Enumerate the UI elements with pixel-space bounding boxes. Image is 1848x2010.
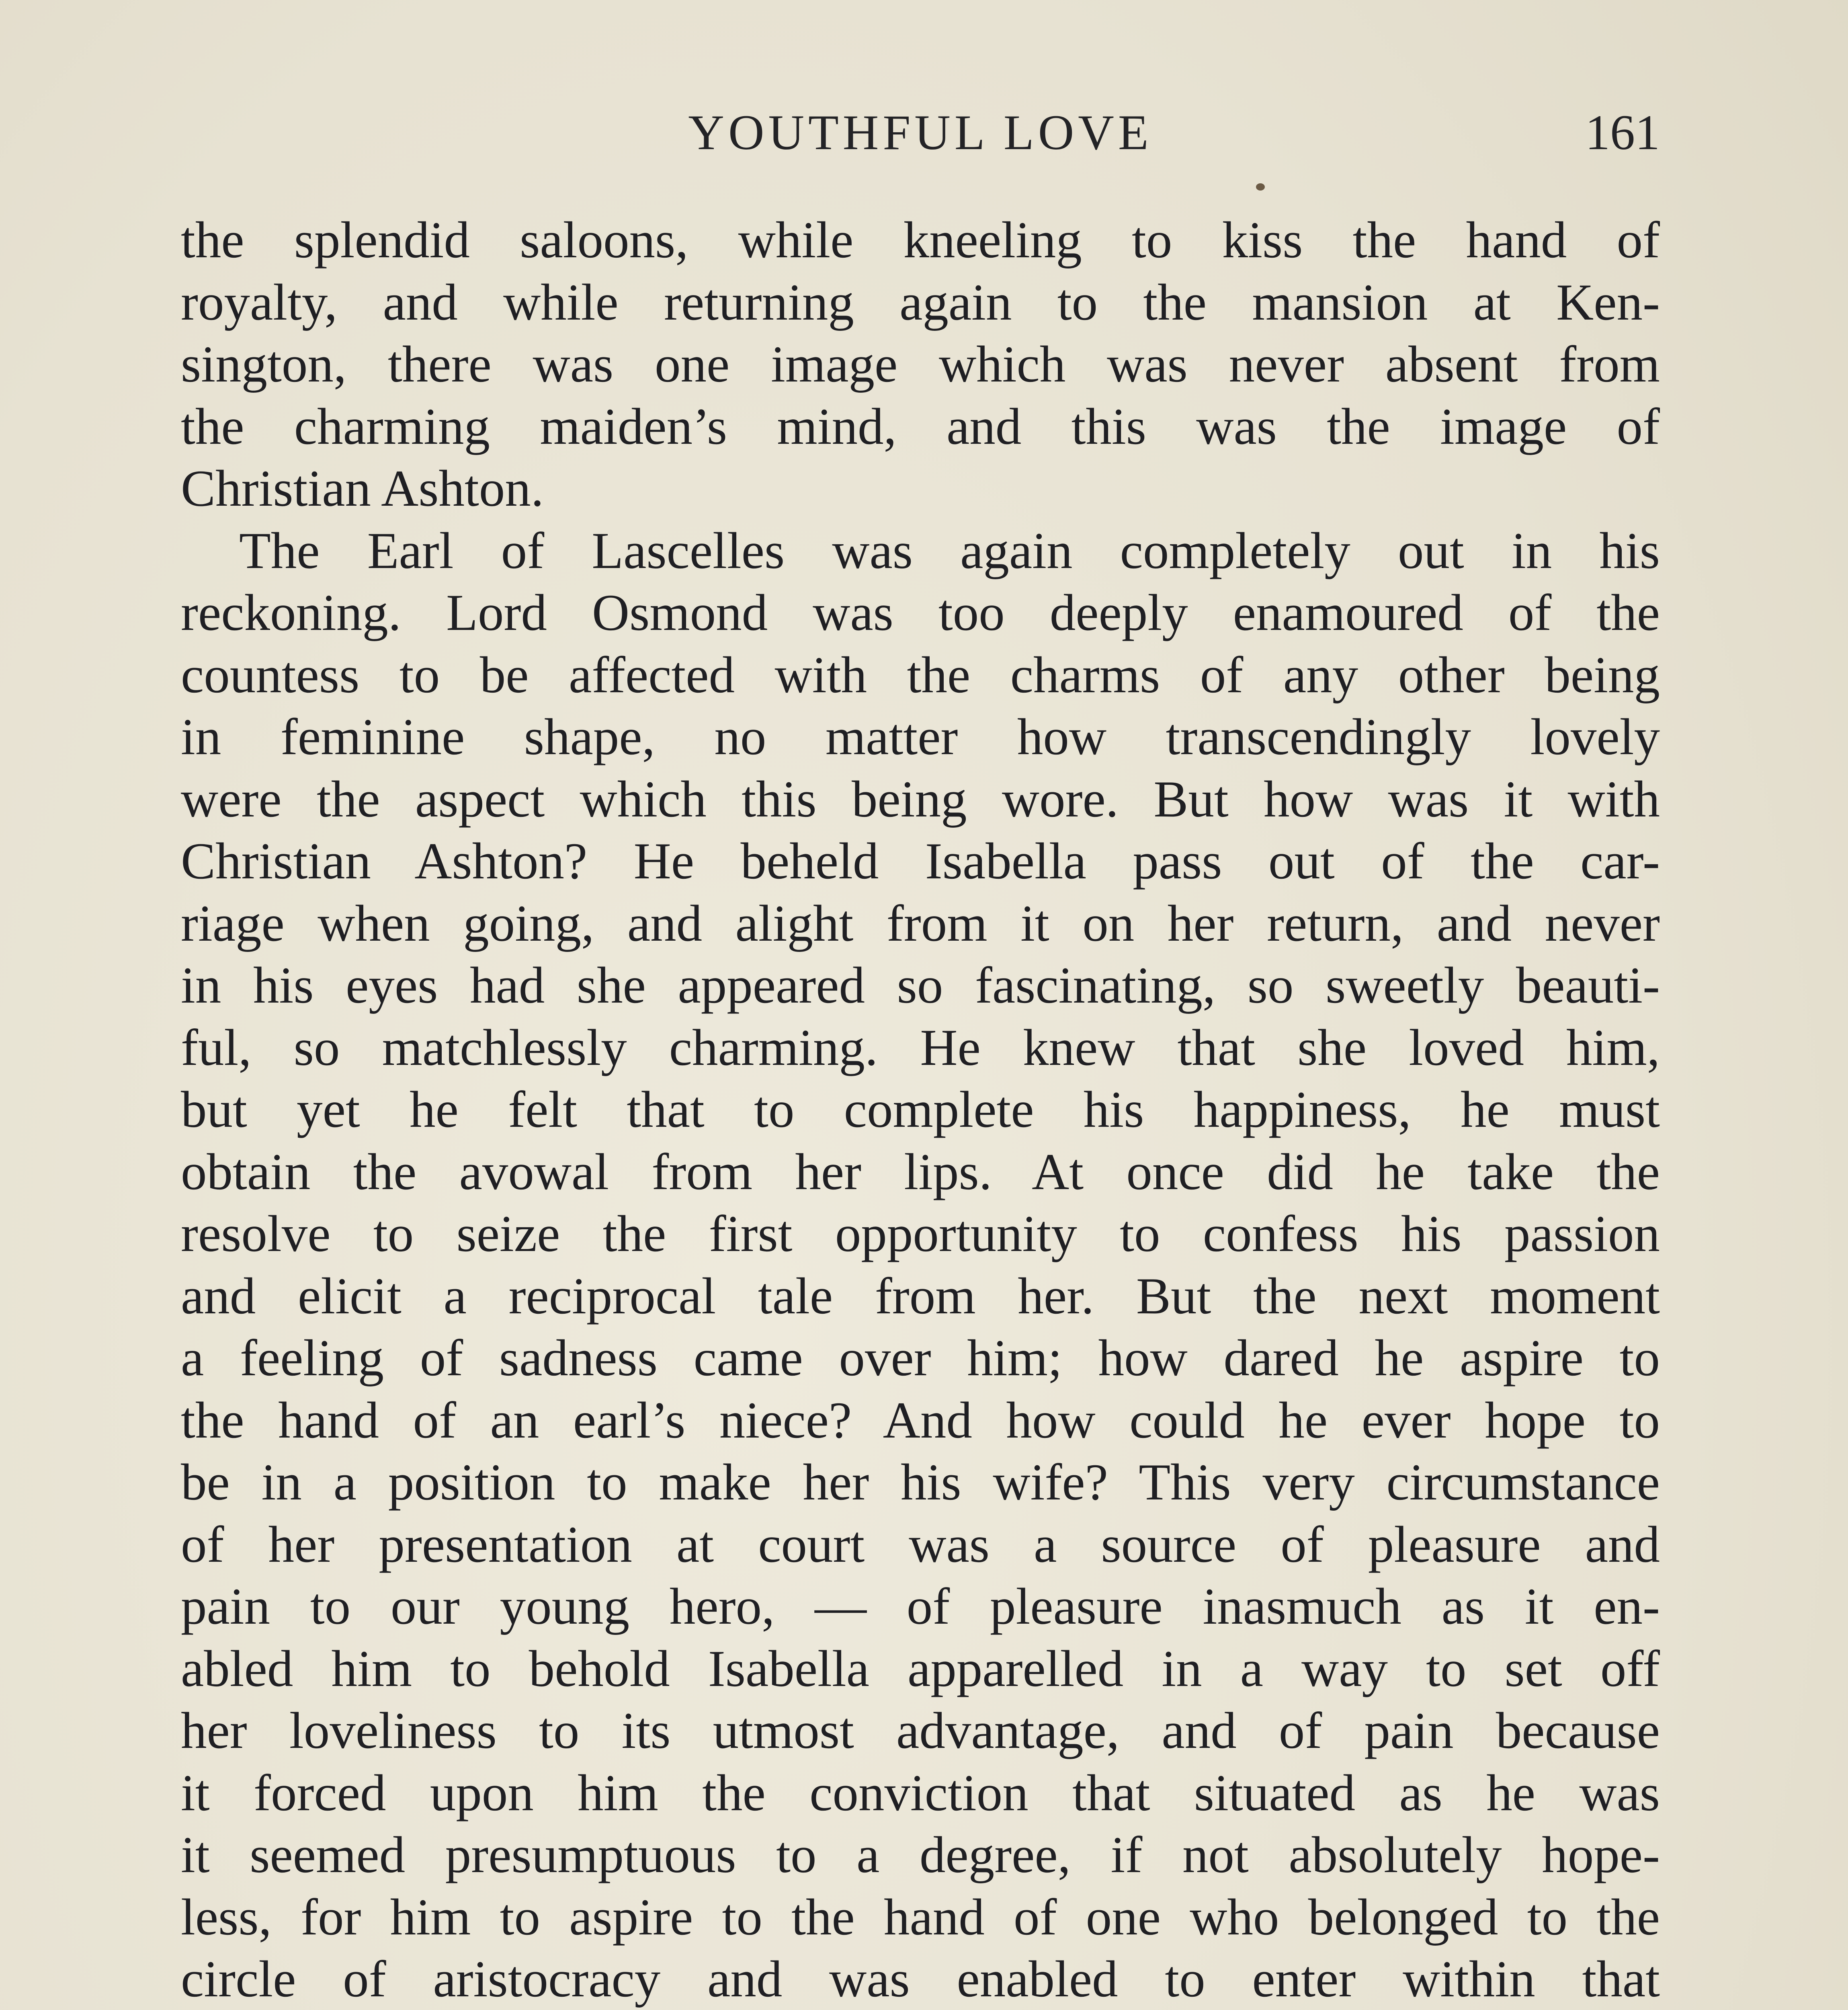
text-line: riage when going, and alight from it on her return, and never bbox=[181, 894, 1660, 952]
text-line: Christian Ashton? He beheld Isabella pass out of the car- bbox=[181, 832, 1660, 890]
text-line: royalty, and while returning again to the mansion at Ken- bbox=[181, 273, 1660, 331]
text-line: ful, so matchlessly charming. He knew that she loved him, bbox=[181, 1018, 1660, 1076]
text-line: circle of aristocracy and was enabled to enter within that bbox=[181, 1950, 1660, 2008]
body-text bbox=[181, 209, 1660, 2010]
text-line: obtain the avowal from her lips. At once did he take the bbox=[181, 1142, 1660, 1200]
text-line: it forced upon him the conviction that situated as he was bbox=[181, 1764, 1660, 1821]
text-line: in his eyes had she appeared so fascinating, so sweetly beauti- bbox=[181, 956, 1660, 1014]
ink-speck bbox=[1256, 183, 1265, 191]
running-title: YOUTHFUL LOVE bbox=[688, 105, 1153, 160]
text-line: reckoning. Lord Osmond was too deeply enamoured of the bbox=[181, 584, 1660, 641]
text-line: the charming maiden’s mind, and this was the image of bbox=[181, 397, 1660, 455]
text-line: a feeling of sadness came over him; how dared he aspire to bbox=[181, 1329, 1660, 1386]
text-line: of her presentation at court was a source of pleasure and bbox=[181, 1515, 1660, 1573]
text-line: the splendid saloons, while kneeling to kiss the hand of bbox=[181, 211, 1660, 269]
text-line: be in a position to make her his wife? This very circumstance bbox=[181, 1453, 1660, 1511]
text-line: in feminine shape, no matter how transcendingly lovely bbox=[181, 708, 1660, 765]
text-line: abled him to behold Isabella apparelled in a way to set off bbox=[181, 1639, 1660, 1697]
text-line: countess to be affected with the charms of any other being bbox=[181, 646, 1660, 704]
text-line: it seemed presumptuous to a degree, if not absolutely hope- bbox=[181, 1826, 1660, 1883]
text-line: and elicit a reciprocal tale from her. But the next moment bbox=[181, 1267, 1660, 1325]
text-line: but yet he felt that to complete his happiness, he must bbox=[181, 1081, 1660, 1138]
text-line: the hand of an earl’s niece? And how could he ever hope to bbox=[181, 1391, 1660, 1449]
text-line: pain to our young hero, — of pleasure inasmuch as it en- bbox=[181, 1577, 1660, 1635]
text-line: resolve to seize the first opportunity to confess his passion bbox=[181, 1205, 1660, 1262]
page-number: 161 bbox=[1585, 105, 1660, 160]
text-line: sington, there was one image which was never absent from bbox=[181, 335, 1660, 393]
text-line: were the aspect which this being wore. But how was it with bbox=[181, 770, 1660, 828]
text-line: less, for him to aspire to the hand of one who belonged to the bbox=[181, 1888, 1660, 1946]
running-head bbox=[181, 96, 1660, 169]
text-line: The Earl of Lascelles was again completely out in his bbox=[239, 521, 1660, 579]
text-line: Christian Ashton. bbox=[181, 459, 544, 517]
text-line: her loveliness to its utmost advantage, and of pain because bbox=[181, 1702, 1660, 1759]
